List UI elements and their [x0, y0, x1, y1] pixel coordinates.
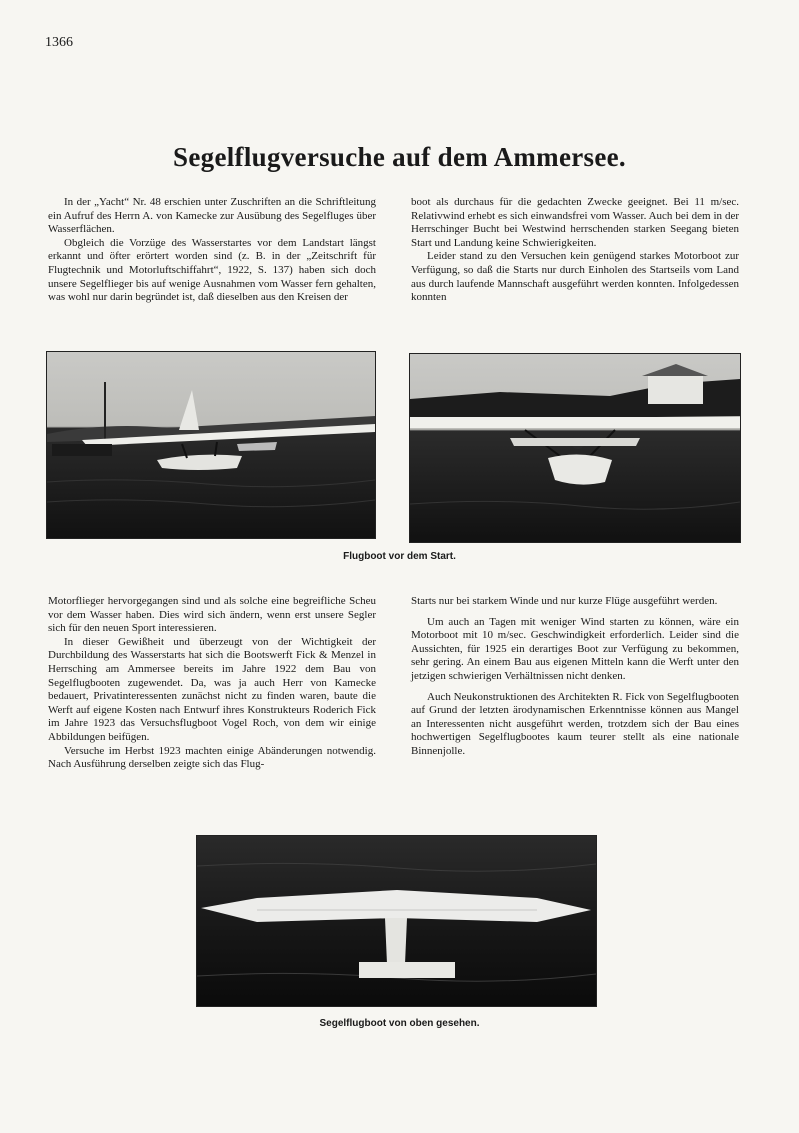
photo-caption: Flugboot vor dem Start.: [343, 551, 456, 562]
paragraph: Motorflieger hervorgegangen sind und als solche eine begreifliche Scheu vor dem Wasser haben. Dies wird sich ändern, wenn erst unsere Segler sich für den neuen Sport interessieren.: [48, 595, 376, 635]
paragraph: Versuche im Herbst 1923 machten einige Abänderungen notwendig. Nach Ausführung derselben zeigte sich das Flug-: [48, 744, 376, 771]
paragraph: In dieser Gewißheit und überzeugt von der Wichtigkeit der Durchbildung des Wasserstarts hat sich die Bootswerft Fick & Menzel in Herrsching am Ammersee bereits im Jahre 1922 dem Bau von Segelflugbooten zugewendet. Da, was ja auch Herr von Kamecke bedauert, Privatinteressenten zunächst nicht zu finden waren, baute die Werft auf eigene Kosten nach Entwurf ihres Konstrukteurs Roderich Fick im Jahre 1923 das Versuchsflugboot Vogel Roch, von dem wir einige Abbildungen beifügen.: [48, 635, 376, 743]
text-block-1-right: [411, 196, 739, 305]
text-block-2-left: [48, 595, 376, 772]
paragraph: Obgleich die Vorzüge des Wasserstartes vor dem Landstart längst erkannt und öfter erörtert worden sind (z. B. in der „Zeitschrift für Flugtechnik und Motorluftschiffahrt“, 1922, S. 137) haben sich doch unsere Segelflieger bis auf wenige Ausnahmen vom Wasser fern gehalten, was wohl nur darin begründet ist, daß dieselben aus den Kreisen der: [48, 236, 376, 304]
photo-illustration: [47, 352, 375, 538]
photo-flying-boat-right: [409, 353, 741, 543]
text-block-2-right: [411, 595, 739, 759]
paragraph: boot als durchaus für die gedachten Zwecke geeignet. Bei 11 m/sec. Relativwind erhebt es sich einwandsfrei vom Wasser. Auch bei dem in der Herrschinger Bucht bei Westwind herrschenden starken Seegang bieten Start und Landung keine Schwierigkeiten.: [411, 196, 739, 249]
paragraph: Starts nur bei starkem Winde und nur kurze Flüge ausgeführt werden.: [411, 595, 718, 607]
photo-illustration: [410, 354, 740, 542]
photo-illustration: [197, 836, 596, 1006]
photo-glider-from-above: [196, 835, 597, 1007]
paragraph: Leider stand zu den Versuchen kein genügend starkes Motorboot zur Verfügung, so daß die Starts nur durch Einholen des Startseils vom Land aus durch laufende Mannschaft ausgeführt werden konnten. Infolgedessen konnten: [411, 250, 739, 304]
text-block-1-left: [48, 196, 376, 305]
article-title: Segelflugversuche auf dem Ammersee.: [173, 142, 626, 172]
page-number: 1366: [45, 35, 73, 50]
paragraph: Auch Neukonstruktionen des Architekten R. Fick von Segelflugbooten auf Grund der letzten ärodynamischen Erkenntnisse können aus Mangel an Interessenten nicht ausgeführt werden, trotzdem sich der Bau eines hochwertigen Segelflugbootes kaum teurer stellt als eine nationale Binnenjolle.: [411, 690, 739, 757]
photo-caption: Segelflugboot von oben gesehen.: [319, 1018, 480, 1029]
paragraph: Um auch an Tagen mit weniger Wind starten zu können, wäre ein Motorboot mit 10 m/sec. Geschwindigkeit erforderlich. Leider sind die Aussichten, für 1925 ein derartiges Boot zur Verfügung zu bekommen, sehr gering. An einem Bau aus eigenen Mitteln kann die Werft unter den jetzigen schwierigen Verhältnissen nicht denken.: [411, 615, 739, 682]
paragraph: In der „Yacht“ Nr. 48 erschien unter Zuschriften an die Schriftleitung ein Aufruf des Herrn A. von Kamecke zur Ausübung des Segelfluges über Wasserflächen.: [48, 196, 376, 236]
photo-flying-boat-left: [46, 351, 376, 539]
